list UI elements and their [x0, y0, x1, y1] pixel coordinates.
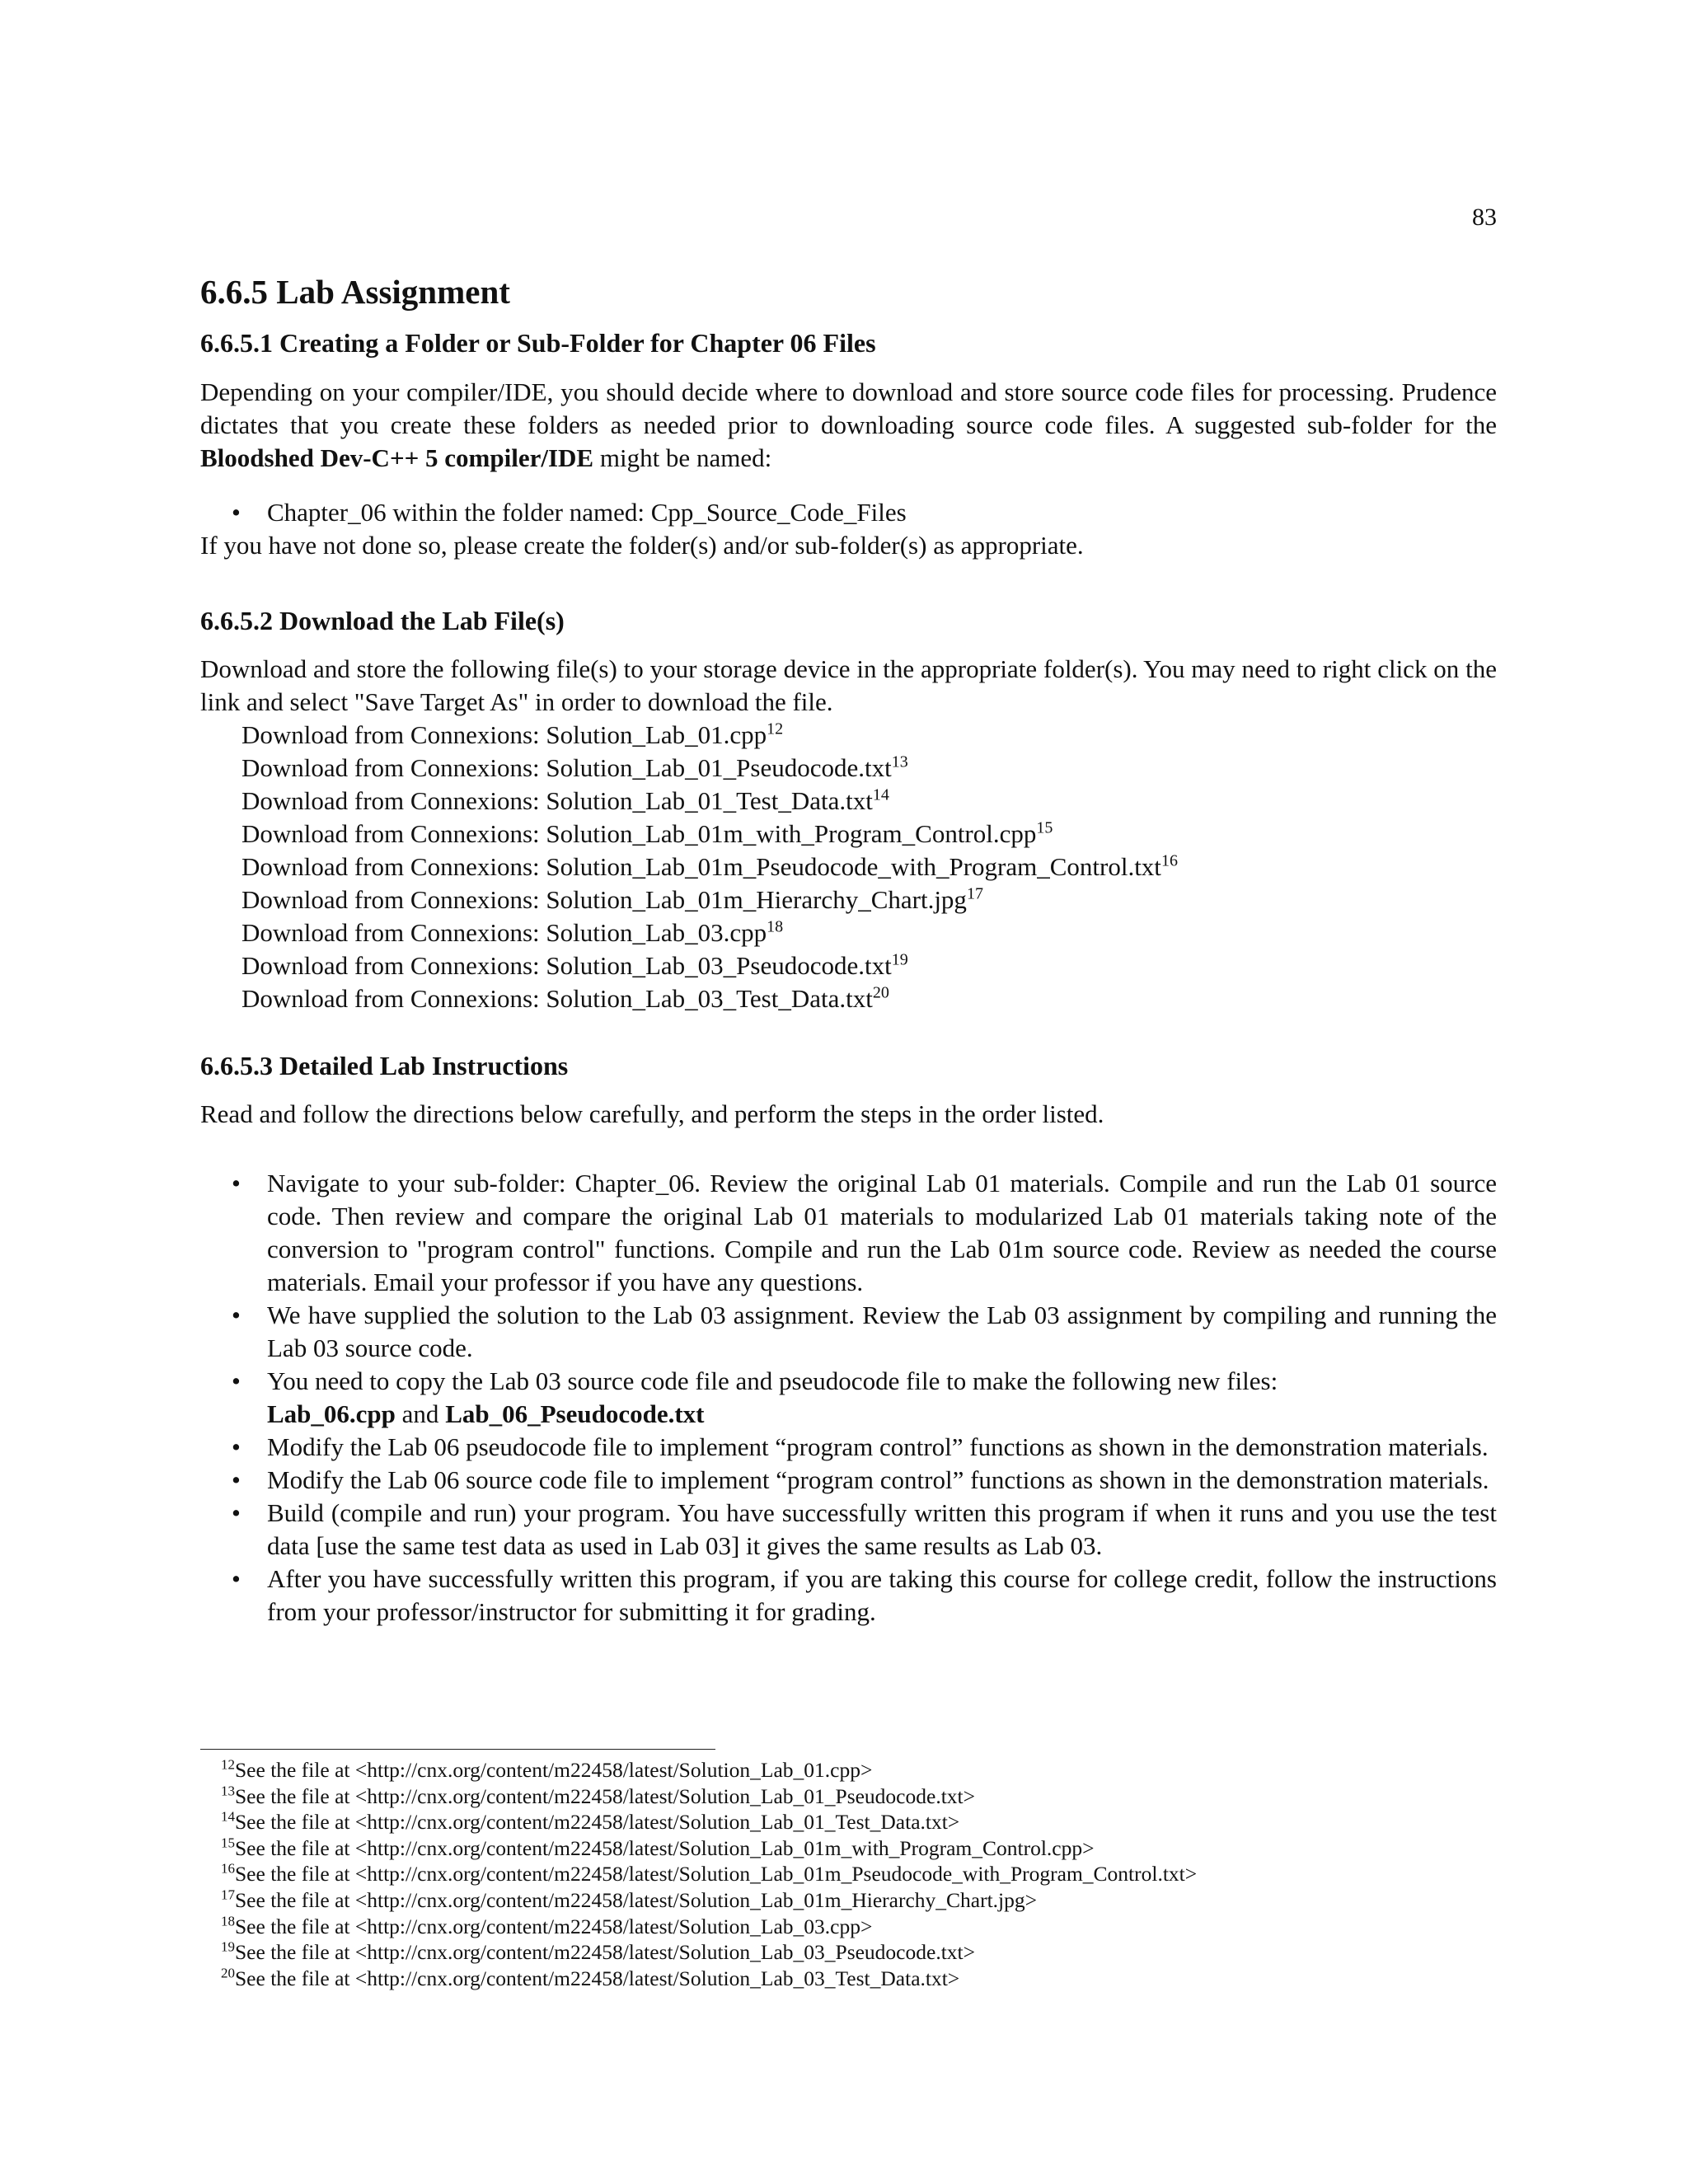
subsection-title-instructions: 6.6.5.3 Detailed Lab Instructions	[200, 1050, 569, 1080]
bullet-icon: •	[232, 1169, 241, 1198]
section-title: 6.6.5 Lab Assignment	[200, 273, 510, 311]
footnote-divider	[200, 1749, 715, 1750]
footnote[interactable]: $^{19}$See the file at <http://cnx.org/content/m22458/latest/Solution_Lab_03_Pseudocode.txt>	[221, 1938, 975, 1965]
compiler-name: Bloodshed Dev-C++ 5 compiler/IDE	[200, 443, 594, 472]
folder-bullet-text: Chapter_06 within the folder named: Cpp_Source_Code_Files	[267, 497, 907, 527]
bullet-icon: •	[232, 1564, 241, 1594]
footnotes	[200, 1757, 1497, 1991]
footnote[interactable]: $^{16}$See the file at <http://cnx.org/content/m22458/latest/Solution_Lab_01m_Pseudocode_with_Program_Control.txt>	[221, 1860, 1198, 1886]
folder-bullet	[200, 496, 1497, 529]
instruction-step: • After you have successfully written this program, if you are taking this course for college credit, follow the instructions from your professor/instructor for submitting it for grading.	[232, 1564, 1497, 1627]
footnote[interactable]: $^{15}$See the file at <http://cnx.org/content/m22458/latest/Solution_Lab_01m_with_Program_Control.cpp>	[221, 1835, 1095, 1860]
folder-paragraph	[200, 376, 1497, 475]
download-list	[241, 719, 1497, 1015]
folder-paragraph-text: Depending on your compiler/IDE, you should decide where to download and store source code files for processing. Prudence dictates that you create these folders as needed prior to downloading source code files. A suggested sub-folder for the	[200, 377, 1497, 439]
bullet-icon: •	[232, 1432, 241, 1462]
download-intro: Download and store the following file(s) to your storage device in the appropriate folder(s). You may need to right click on the link and select "Save Target As" in order to download the file.	[200, 654, 1497, 716]
bullet-icon: •	[232, 1366, 241, 1396]
download-link[interactable]: Download from Connexions: Solution_Lab_01_Pseudocode.txt$^{13}$	[241, 752, 908, 782]
download-link[interactable]: Download from Connexions: Solution_Lab_01m_with_Program_Control.cpp$^{15}$	[241, 818, 1053, 848]
footnote-ref[interactable]: 18	[767, 917, 784, 936]
footnote-ref[interactable]: 12	[767, 719, 784, 738]
footnote[interactable]: $^{14}$See the file at <http://cnx.org/content/m22458/latest/Solution_Lab_01_Test_Data.txt>	[221, 1808, 960, 1835]
footnote-ref[interactable]: 20	[872, 983, 889, 1002]
instruction-step: • Build (compile and run) your program. You have successfully written this program if when it runs and you use the test data [use the same test data as used in Lab 03] it gives the same results as Lab 03.	[232, 1498, 1497, 1561]
instruction-step: • Navigate to your sub-folder: Chapter_06. Review the original Lab 01 materials. Compile and run the Lab 01 source code. Then review and compare the original Lab 01 materials to modularized Lab 01 materials taking note of the conversion to "program control" functions. Compile and run the Lab 01m source code. Review as needed the course materials. Email your professor if you have any questions.	[232, 1169, 1497, 1297]
bullet-icon: •	[232, 1465, 241, 1495]
footnote[interactable]: $^{18}$See the file at <http://cnx.org/content/m22458/latest/Solution_Lab_03.cpp>	[221, 1913, 873, 1938]
folder-bullet-list	[200, 496, 1497, 529]
download-link[interactable]: Download from Connexions: Solution_Lab_03.cpp$^{18}$	[241, 917, 784, 947]
download-link[interactable]: Download from Connexions: Solution_Lab_03_Pseudocode.txt$^{19}$	[241, 950, 908, 980]
page-number: 83	[1472, 204, 1497, 231]
bullet-icon: •	[232, 1301, 241, 1330]
download-link[interactable]: Download from Connexions: Solution_Lab_01_Test_Data.txt$^{14}$	[241, 785, 889, 815]
download-link[interactable]: Download from Connexions: Solution_Lab_01m_Hierarchy_Chart.jpg$^{17}$	[241, 884, 983, 914]
instruction-step: • Modify the Lab 06 source code file to implement “program control” functions as shown in the demonstration materials.	[200, 1464, 1497, 1497]
folder-closing: If you have not done so, please create the folder(s) and/or sub-folder(s) as appropriate.	[200, 530, 1084, 560]
footnote-ref[interactable]: 16	[1160, 851, 1178, 870]
bullet-icon: •	[232, 1498, 241, 1528]
footnote[interactable]: $^{17}$See the file at <http://cnx.org/content/m22458/latest/Solution_Lab_01m_Hierarchy_Chart.jpg>	[221, 1886, 1038, 1912]
footnote-ref[interactable]: 19	[891, 950, 908, 969]
subsection-title-download: 6.6.5.2 Download the Lab File(s)	[200, 605, 565, 635]
new-file-pseudocode: Lab_06_Pseudocode.txt	[445, 1399, 705, 1429]
instruction-step: • You need to copy the Lab 03 source code file and pseudocode file to make the following new files: Lab_06.cpp and Lab_06_Pseudocode.txt	[232, 1366, 1278, 1429]
download-link[interactable]: Download from Connexions: Solution_Lab_03_Test_Data.txt$^{20}$	[241, 983, 889, 1013]
download-link[interactable]: Download from Connexions: Solution_Lab_01.cpp$^{12}$	[241, 719, 784, 749]
instruction-step: • Modify the Lab 06 pseudocode file to implement “program control” functions as shown in the demonstration materials.	[200, 1431, 1497, 1464]
footnote-ref[interactable]: 17	[966, 884, 983, 903]
instructions-list	[200, 1167, 1497, 1629]
instructions-intro: Read and follow the directions below carefully, and perform the steps in the order listed.	[200, 1099, 1104, 1129]
footnote-ref[interactable]: 15	[1036, 818, 1053, 837]
folder-paragraph-end: might be named:	[593, 443, 772, 472]
footnote-ref[interactable]: 13	[891, 752, 908, 771]
footnote[interactable]: $^{12}$See the file at <http://cnx.org/content/m22458/latest/Solution_Lab_01.cpp>	[221, 1756, 873, 1782]
new-file-cpp: Lab_06.cpp	[267, 1399, 396, 1429]
bullet-icon: •	[232, 497, 241, 527]
instruction-step: • We have supplied the solution to the Lab 03 assignment. Review the Lab 03 assignment by compiling and running the Lab 03 source code.	[232, 1301, 1497, 1363]
download-link[interactable]: Download from Connexions: Solution_Lab_01m_Pseudocode_with_Program_Control.txt$^{16}$	[241, 851, 1178, 881]
footnote[interactable]: $^{13}$See the file at <http://cnx.org/content/m22458/latest/Solution_Lab_01_Pseudocode.txt>	[221, 1783, 975, 1808]
subsection-title-folder: 6.6.5.1 Creating a Folder or Sub-Folder for Chapter 06 Files	[200, 328, 876, 359]
footnote[interactable]: $^{20}$See the file at <http://cnx.org/content/m22458/latest/Solution_Lab_03_Test_Data.txt>	[221, 1965, 960, 1990]
footnote-ref[interactable]: 14	[872, 785, 889, 804]
page-content	[200, 272, 1497, 1629]
